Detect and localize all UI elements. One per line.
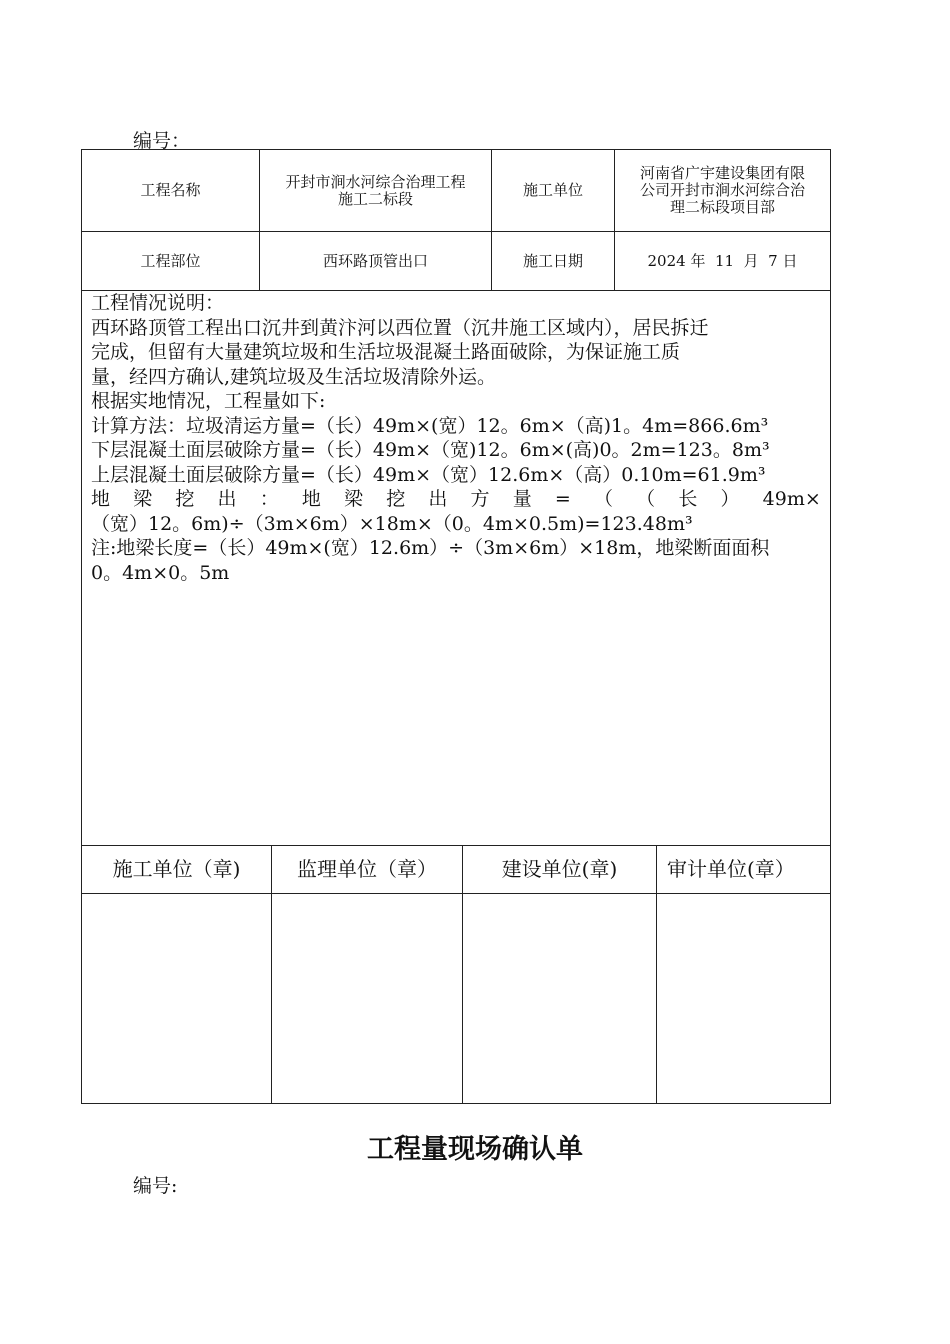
- serial-number-label-bottom: 编号:: [133, 1175, 178, 1197]
- description-line: 量，经四方确认,建筑垃圾及生活垃圾清除外运。: [91, 365, 497, 388]
- contractor-label: 施工单位: [522, 181, 583, 199]
- contractor-line: 公司开封市涧水河综合治: [639, 181, 805, 199]
- justified-token: 量: [512, 488, 532, 510]
- signature-supervisor-area: [272, 894, 462, 1103]
- description-line: 0。4m×0。5m: [91, 561, 230, 584]
- justified-token: （: [593, 488, 613, 510]
- justified-token: 出: [217, 488, 237, 510]
- project-name-value: [260, 150, 491, 231]
- justified-token: 地: [301, 488, 321, 510]
- project-part-value: 西环路顶管出口: [322, 251, 428, 270]
- justified-token: 挖: [386, 488, 406, 510]
- construction-date-label: 施工日期: [522, 251, 583, 270]
- signature-supervisor-label: 监理单位（章）: [297, 857, 437, 881]
- contractor-value: [615, 150, 830, 231]
- document-title: 工程量现场确认单: [367, 1134, 583, 1165]
- justified-token: =: [554, 488, 571, 510]
- description-line: （宽）12。6m)÷（3m×6m）×18m×（0。4m×0.5m)=123.48m³: [91, 512, 693, 535]
- justified-token: 出: [428, 488, 448, 510]
- signature-contractor-label: 施工单位（章): [112, 857, 241, 881]
- justified-token: 挖: [175, 488, 195, 510]
- justified-token: 梁: [344, 488, 364, 510]
- contractor-line: 理二标段项目部: [669, 198, 775, 216]
- signature-owner-area: [463, 894, 656, 1103]
- signature-audit-label: 审计单位(章）: [667, 857, 795, 881]
- project-part-label: 工程部位: [140, 251, 201, 270]
- description-line: 注:地梁长度=（长）49m×(宽）12.6m）÷（3m×6m）×18m，地梁断面面积: [91, 537, 770, 559]
- description-line: 西环路顶管工程出口沉井到黄汴河以西位置（沉井施工区域内），居民拆迁: [91, 316, 709, 339]
- project-name-line: 施工二标段: [337, 189, 413, 208]
- description-line: 根据实地情况，工程量如下:: [91, 390, 326, 412]
- signature-contractor-area: [82, 894, 271, 1103]
- project-name-label: 工程名称: [140, 181, 201, 199]
- justified-token: ：: [259, 488, 279, 510]
- description-line: 计算方法：垃圾清运方量=（长）49m×(宽）12。6m×（高)1。4m=866.6m³: [91, 414, 769, 437]
- justified-token: ）: [720, 488, 740, 510]
- signature-audit-area: [657, 894, 830, 1103]
- description-line: 下层混凝土面层破除方量=（长）49m×（宽)12。6m×(高)0。2m=123。8m³: [91, 439, 770, 461]
- construction-date-value: 2024 年 11 月 7 日: [647, 251, 798, 270]
- project-name-line: 开封市涧水河综合治理工程: [285, 172, 466, 191]
- serial-number-label: 编号：: [133, 130, 191, 152]
- signature-owner-label: 建设单位(章): [501, 857, 618, 881]
- justified-token: （: [636, 488, 656, 510]
- project-description: [91, 291, 821, 585]
- contractor-line: 河南省广宇建设集团有限: [639, 164, 805, 182]
- description-justified-line: [91, 487, 821, 512]
- description-heading: 工程情况说明：: [91, 292, 225, 314]
- justified-token: 梁: [133, 488, 153, 510]
- justified-token: 地: [91, 488, 111, 510]
- justified-token: 49m×: [762, 488, 821, 510]
- description-line: 完成，但留有大量建筑垃圾和生活垃圾混凝土路面破除，为保证施工质: [91, 341, 681, 363]
- justified-token: 方: [470, 488, 490, 510]
- justified-token: 长: [678, 488, 698, 510]
- description-line: 上层混凝土面层破除方量=（长）49m×（宽）12.6m×（高）0.10m=61.9m³: [91, 463, 766, 486]
